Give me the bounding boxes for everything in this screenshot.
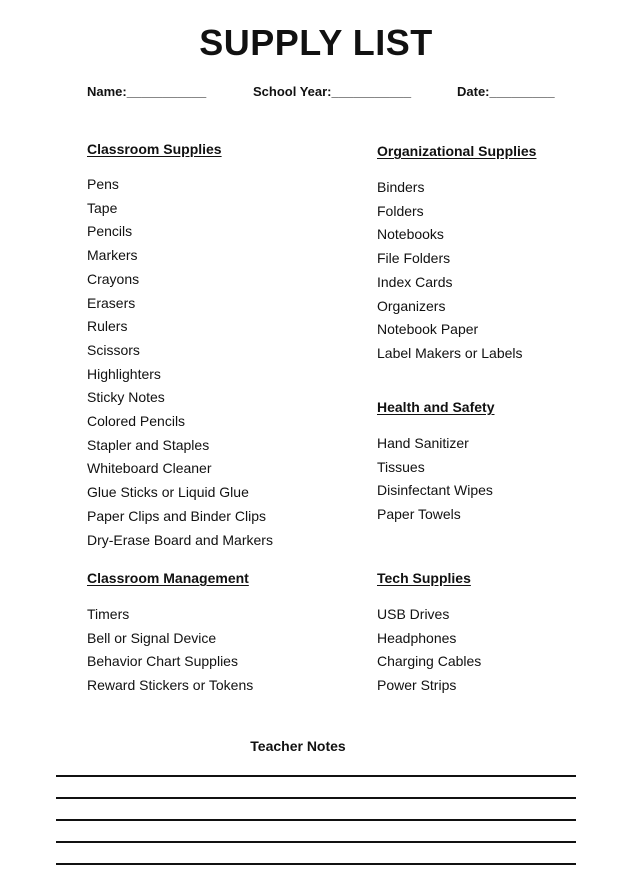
list-item: Colored Pencils <box>87 413 186 430</box>
list-item: Index Cards <box>377 273 453 290</box>
list-item: Tissues <box>377 458 425 475</box>
list-item: Bell or Signal Device <box>87 629 217 646</box>
list-item: Paper Towels <box>377 506 461 523</box>
list-item: Notebook Paper <box>377 321 479 338</box>
list-item: Charging Cables <box>377 653 482 670</box>
list-item: Hand Sanitizer <box>377 435 469 451</box>
note-line <box>56 863 576 865</box>
list-item: USB Drives <box>377 606 450 622</box>
note-line <box>56 841 576 843</box>
note-line <box>56 775 576 777</box>
list-item: Reward Stickers or Tokens <box>87 677 254 694</box>
list-item: Pens <box>87 176 119 192</box>
list-item: Scissors <box>87 341 140 358</box>
health-and-safety-list <box>377 432 493 527</box>
school-year-field: School Year:___________ <box>253 84 412 99</box>
note-line <box>56 797 576 799</box>
list-item: Organizers <box>377 297 446 314</box>
list-item: Paper Clips and Binder Clips <box>87 507 266 524</box>
list-item: Markers <box>87 247 138 264</box>
list-item: Erasers <box>87 294 136 311</box>
teacher-notes-heading: Teacher Notes <box>250 738 346 754</box>
list-item: Folders <box>377 202 424 219</box>
list-item: File Folders <box>377 250 451 267</box>
list-item: Highlighters <box>87 365 161 382</box>
list-item: Disinfectant Wipes <box>377 482 493 499</box>
classroom-supplies-heading: Classroom Supplies <box>87 141 222 157</box>
list-item: Tape <box>87 199 118 216</box>
list-item: Power Strips <box>377 677 457 694</box>
note-line <box>56 819 576 821</box>
tech-supplies-heading: Tech Supplies <box>377 570 471 586</box>
classroom-management-list <box>87 603 253 698</box>
list-item: Notebooks <box>377 226 444 243</box>
list-item: Timers <box>87 606 130 622</box>
list-item: Binders <box>377 179 425 195</box>
date-field: Date:_________ <box>457 84 555 99</box>
organizational-supplies-list <box>377 176 523 366</box>
tech-supplies-list <box>377 603 481 698</box>
list-item: Whiteboard Cleaner <box>87 460 212 477</box>
list-item: Label Makers or Labels <box>377 344 523 361</box>
organizational-supplies-heading: Organizational Supplies <box>377 143 537 159</box>
classroom-supplies-list <box>87 173 273 552</box>
list-item: Headphones <box>377 629 457 646</box>
classroom-management-heading: Classroom Management <box>87 570 249 586</box>
health-and-safety-heading: Health and Safety <box>377 399 495 415</box>
list-item: Pencils <box>87 223 133 240</box>
list-item: Crayons <box>87 270 140 287</box>
list-item: Sticky Notes <box>87 389 165 406</box>
list-item: Behavior Chart Supplies <box>87 653 238 670</box>
list-item: Glue Sticks or Liquid Glue <box>87 484 249 501</box>
name-field: Name:___________ <box>87 84 207 99</box>
page-title: SUPPLY LIST <box>199 22 433 63</box>
list-item: Stapler and Staples <box>87 436 210 453</box>
list-item: Dry-Erase Board and Markers <box>87 531 273 548</box>
list-item: Rulers <box>87 318 128 335</box>
